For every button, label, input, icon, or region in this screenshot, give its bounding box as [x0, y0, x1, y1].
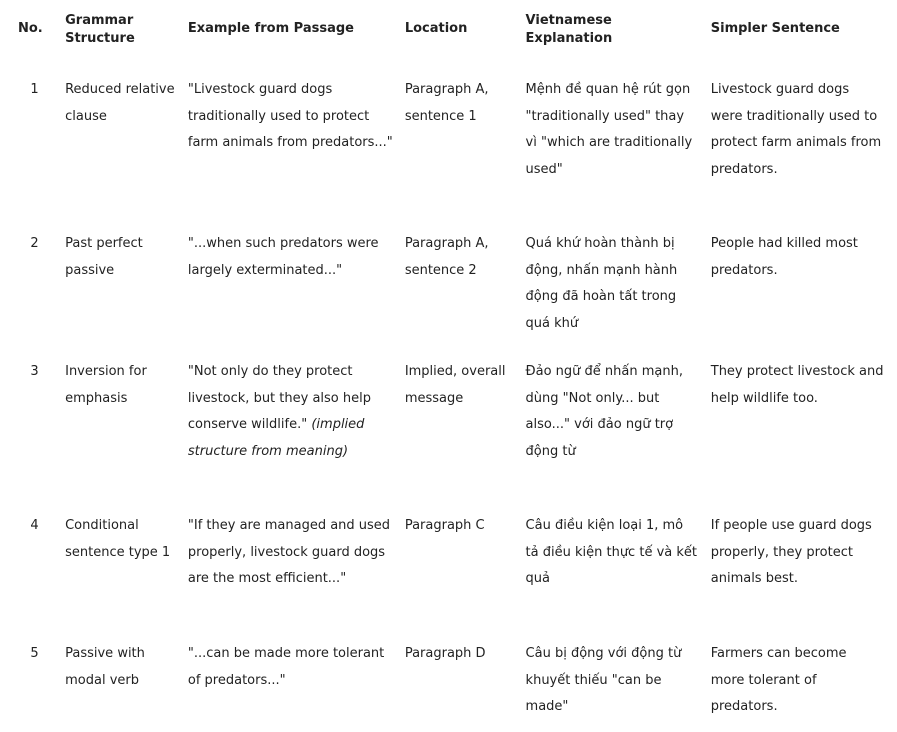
- vietnamese-explanation-cell: Câu bị động với động từ khuyết thiếu "can be made": [525, 646, 682, 714]
- row-number: 5: [30, 646, 39, 661]
- header-no: No.: [18, 21, 43, 36]
- vietnamese-explanation-cell: Quá khứ hoàn thành bị động, nhấn mạnh hành động đã hoàn tất trong quá khứ: [525, 236, 678, 331]
- example-text: "...can be made more tolerant of predators...": [187, 646, 385, 688]
- row-number: 4: [30, 518, 39, 533]
- vietnamese-explanation-cell: Đảo ngữ để nhấn mạnh, dùng "Not only... but also..." với đảo ngữ trợ động từ: [525, 364, 683, 459]
- simpler-sentence-cell: If people use guard dogs properly, they protect animals best.: [710, 518, 872, 586]
- vietnamese-explanation-cell: Câu điều kiện loại 1, mô tả điều kiện thực tế và kết quả: [525, 518, 697, 586]
- grammar-structure-cell: Reduced relative clause: [65, 82, 175, 124]
- example-text: "Not only do they protect livestock, but they also help conserve wildlife.": [187, 364, 371, 432]
- header-example: Example from Passage: [187, 21, 354, 36]
- simpler-sentence-cell: Farmers can become more tolerant of predators.: [710, 646, 847, 714]
- header-grammar-structure: Grammar Structure: [65, 13, 135, 46]
- example-cell: [182, 218, 399, 346]
- header-row: [10, 10, 890, 64]
- simpler-sentence-cell: People had killed most predators.: [710, 236, 858, 278]
- grammar-table: [10, 10, 890, 721]
- example-cell: [182, 346, 399, 500]
- example-cell: [182, 64, 399, 218]
- location-cell: Paragraph D: [404, 646, 486, 661]
- table-row: [10, 628, 890, 721]
- example-cell: [182, 628, 399, 721]
- location-cell: Paragraph C: [404, 518, 485, 533]
- example-text: "Livestock guard dogs traditionally used to protect farm animals from predators...": [187, 82, 393, 150]
- table-row: [10, 64, 890, 218]
- table-row: [10, 218, 890, 346]
- header-simpler-sentence: Simpler Sentence: [710, 21, 840, 36]
- row-number: 2: [30, 236, 39, 251]
- header-location: Location: [404, 21, 468, 36]
- simpler-sentence-cell: They protect livestock and help wildlife too.: [710, 364, 884, 406]
- grammar-structure-cell: Passive with modal verb: [65, 646, 145, 688]
- row-number: 3: [30, 364, 39, 379]
- vietnamese-explanation-cell: Mệnh đề quan hệ rút gọn "traditionally used" thay vì "which are traditionally used": [525, 82, 693, 177]
- header-vietnamese-explanation: Vietnamese Explanation: [525, 13, 613, 46]
- simpler-sentence-cell: Livestock guard dogs were traditionally used to protect farm animals from predators.: [710, 82, 882, 177]
- table-row: [10, 500, 890, 628]
- example-text: "...when such predators were largely exterminated...": [187, 236, 379, 278]
- example-cell: [182, 500, 399, 628]
- example-text: "If they are managed and used properly, livestock guard dogs are the most efficient...": [187, 518, 391, 586]
- location-cell: Paragraph A, sentence 2: [404, 236, 489, 278]
- row-number: 1: [30, 82, 39, 97]
- grammar-structure-cell: Conditional sentence type 1: [65, 518, 171, 560]
- location-cell: Paragraph A, sentence 1: [404, 82, 489, 124]
- grammar-structure-cell: Past perfect passive: [65, 236, 143, 278]
- grammar-structure-cell: Inversion for emphasis: [65, 364, 147, 406]
- table-row: [10, 346, 890, 500]
- location-cell: Implied, overall message: [404, 364, 506, 406]
- example-note: (implied structure from meaning): [187, 417, 365, 459]
